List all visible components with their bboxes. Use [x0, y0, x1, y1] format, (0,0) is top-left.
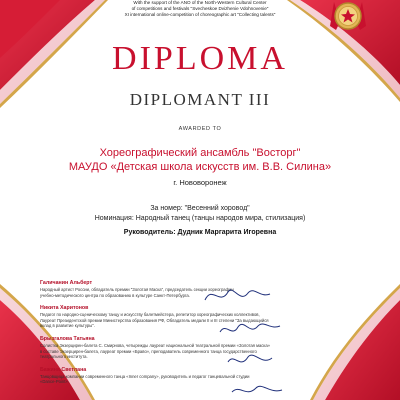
number-value: "Весенний хоровод" — [184, 205, 250, 212]
school-name: МАУДО «Детская школа искусств им. В.В. Силина» — [68, 161, 332, 173]
signature-3 — [228, 355, 272, 362]
ensemble-name: Хореографический ансамбль "Восторг" — [99, 147, 301, 159]
jury-member-description: Педагог по народно-сценическому танцу и искусству балетмейстера, репетитор хореографических коллективов, Лауреат Президентской премии Министерства образования РФ, Обладатель медали II и III степени "За выдающийся вклад в развитие культуры". — [40, 312, 269, 329]
header-line-1: With the support of the ANO of the North-Western Cultural Center — [133, 0, 267, 5]
jury-member-name: Галичанин Альберт — [40, 280, 93, 286]
diploma-title: DIPLOMA — [112, 40, 288, 77]
jury-member-description: Солистка Экзерцирен-балета С. Смирнова, четырежды лауреат национальной театральной премии «Золотая маска» в составе Экзерцирен-балета, лауреат премии «Браво», преподаватель современного танца государственного театрального института. — [40, 342, 270, 360]
signature-4 — [232, 386, 282, 392]
jury-member-name: Брызгалова Татьяна — [40, 335, 95, 342]
number-label: За номер: — [150, 205, 183, 212]
jury-member-description: Народный артист России, обладатель премии "Золотая Маска", председатель секции хореографии учебно-методического центра по образованию в культуре Санкт-Петербурга. — [40, 287, 234, 298]
leader-value: Дудник Маргарита Игоревна — [177, 229, 277, 236]
diploma-degree: DIPLOMANT III — [129, 90, 271, 109]
header-line-3: XI international online-competition of choreographic art "Collecting talents" — [124, 12, 276, 17]
nomination-label: Номинация: — [94, 215, 134, 222]
signature-2 — [220, 324, 280, 332]
awarded-to-label: AWARDED TO — [178, 126, 222, 132]
city: г. Нововоронеж — [173, 178, 227, 187]
jury-member-name: Никита Харитонов — [40, 305, 89, 312]
jury-member-description: Танцовщица компании современного танца «Inner company», руководитель и педагог танцевальной студии «Dance-Point». — [40, 373, 250, 385]
signature-1 — [205, 290, 270, 300]
leader-label: Руководитель: — [123, 229, 176, 236]
header-line-2: of competitions and festivals "Svecheskoe Dvizhenie Vdohnovenie" — [131, 6, 269, 11]
nomination-value: Народный танец (танцы народов мира, стилизация) — [135, 215, 306, 222]
jury-member-name: Бажина Светлана — [40, 366, 87, 373]
